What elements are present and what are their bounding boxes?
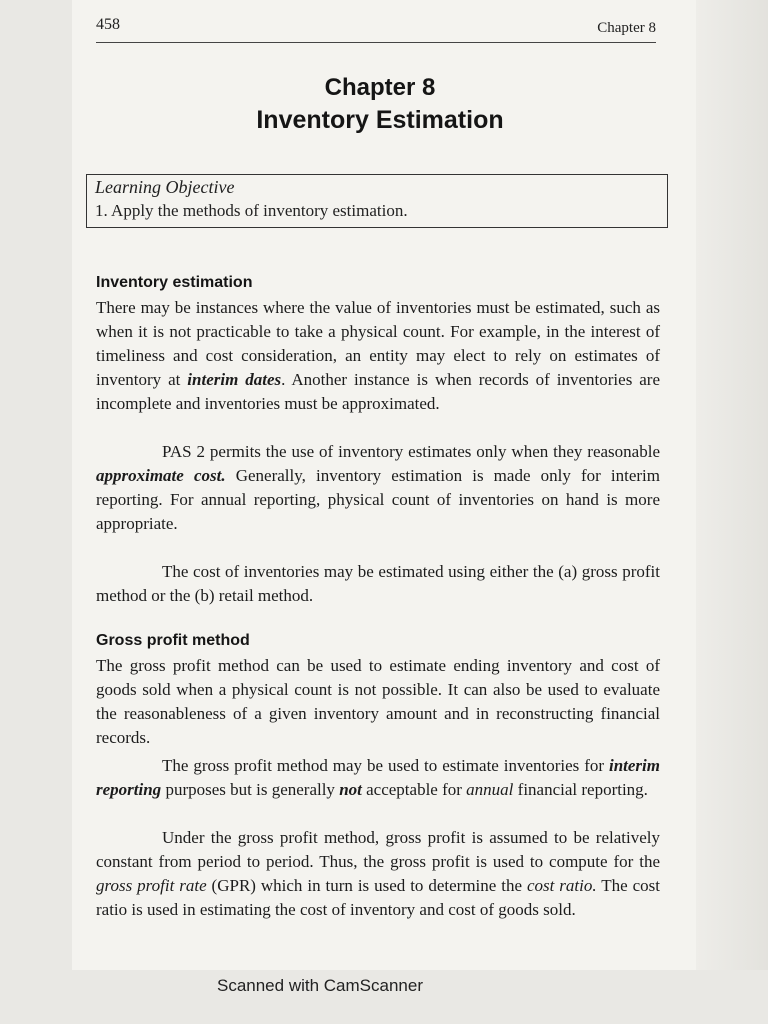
page-edge — [696, 0, 768, 970]
section-heading-inventory-estimation: Inventory estimation — [96, 274, 253, 291]
running-head — [96, 14, 656, 43]
paragraph-gp-interim: The gross profit method may be used to estimate inventories for interim reporting purposes but is generally not acceptable for annual financial reporting. — [96, 756, 660, 799]
paragraph-gp-purpose: The gross profit method can be used to estimate ending inventory and cost of goods sold when a physical count is not possible. It can also be used to evaluate the reasonableness of a given inventory amount and in reconstructing financial records. — [96, 656, 660, 747]
page-number: 458 — [96, 16, 120, 33]
objective-item: 1. Apply the methods of inventory estimation. — [95, 201, 408, 220]
section-heading-gross-profit: Gross profit method — [96, 632, 250, 649]
chapter-number: Chapter 8 — [324, 74, 436, 101]
learning-objective-box — [86, 174, 668, 228]
objective-label: Learning Objective — [95, 177, 235, 197]
paragraph-gp-rate: Under the gross profit method, gross profit is assumed to be relatively constant from period to period. Thus, the gross profit is used to compute for the gross profit rate (GPR) which in turn is used to determine the cost ratio. The cost ratio is used in estimating the cost of inventory and cost of goods sold. — [96, 828, 660, 919]
paragraph-intro: There may be instances where the value of inventories must be estimated, such as when it is not practicable to take a physical count. For example, in the interest of timeliness and cost consideration, an entity may elect to rely on estimates of inventory at interim dates. Another instance is when records of inventories are incomplete and inventories must be approximated. — [96, 298, 660, 413]
scanner-watermark: Scanned with CamScanner — [216, 976, 423, 995]
paragraph-pas2: PAS 2 permits the use of inventory estimates only when they reasonable approximate cost. Generally, inventory estimation is made only for interim reporting. For annual reporting, physical count of inventories on hand is more appropriate. — [96, 442, 660, 533]
paragraph-methods: The cost of inventories may be estimated using either the (a) gross profit method or the (b) retail method. — [96, 562, 660, 605]
running-chapter: Chapter 8 — [597, 20, 656, 36]
chapter-title: Inventory Estimation — [256, 106, 504, 134]
